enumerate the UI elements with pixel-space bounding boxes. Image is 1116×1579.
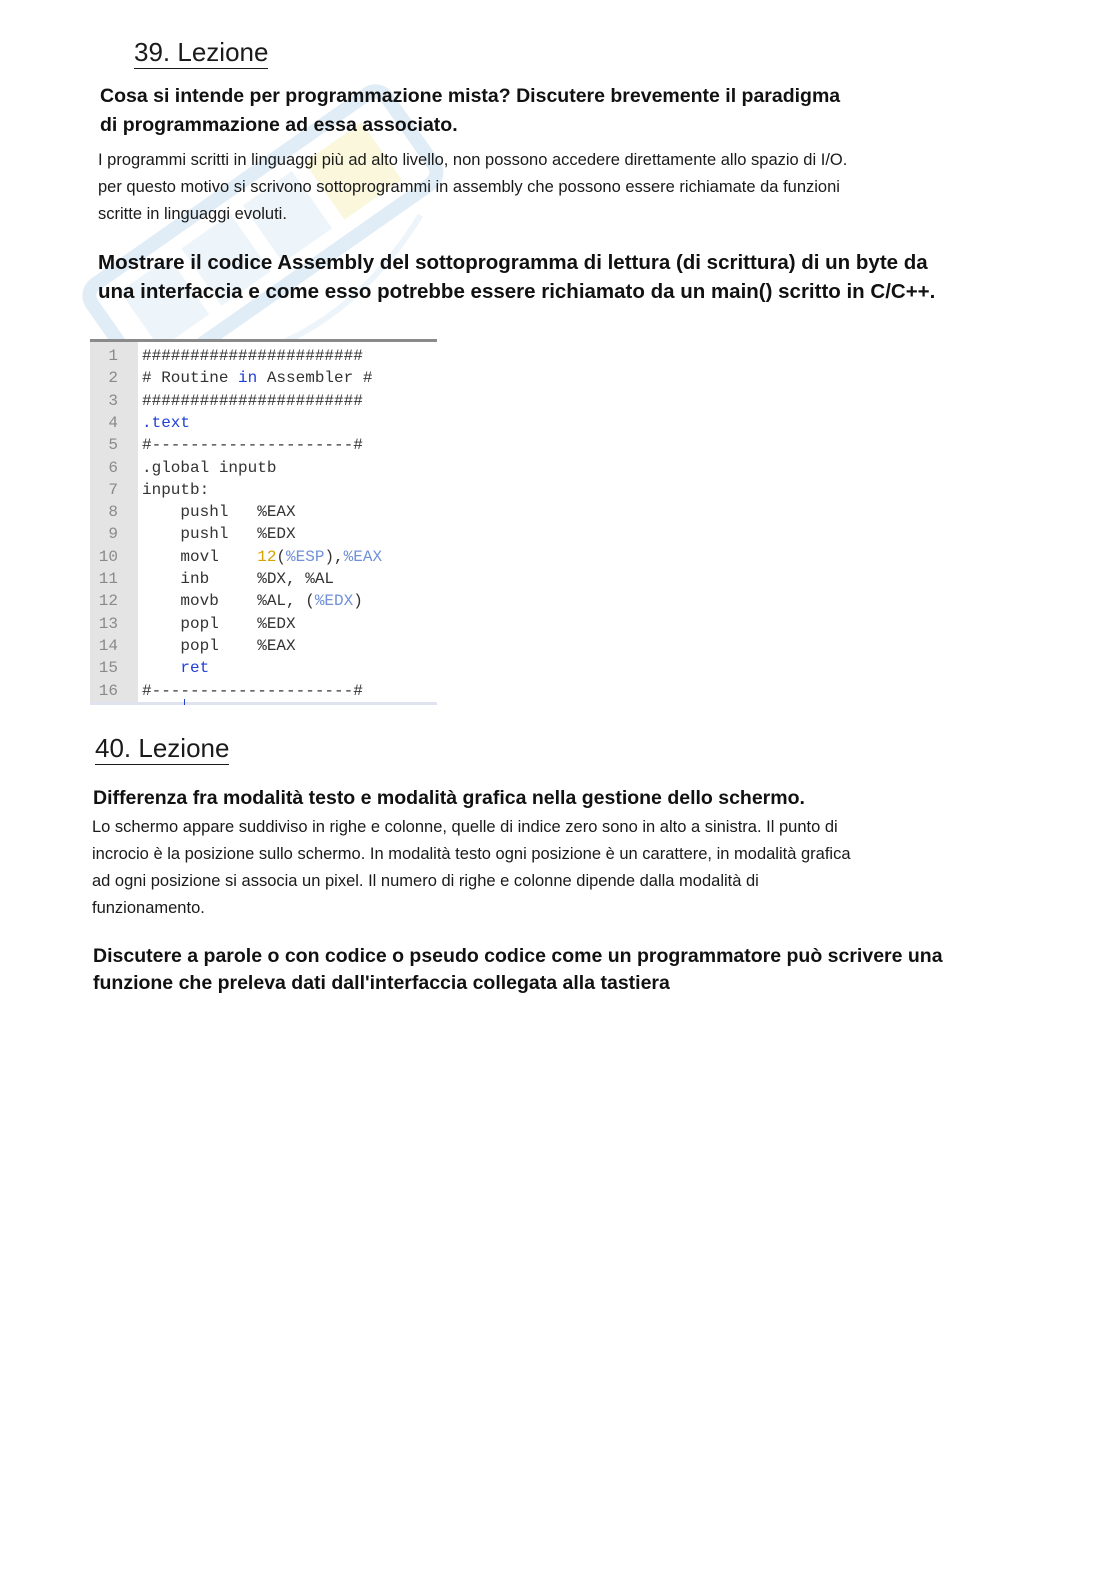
answer-line: I programmi scritti in linguaggi più ad alto livello, non possono accedere direttamente allo spazio di I/O. [98, 151, 848, 169]
code-token: inputb: [142, 480, 210, 499]
answer-line: incrocio è la posizione sullo schermo. In modalità testo ogni posizione è un carattere, in modalità grafica [92, 845, 851, 863]
line-number: 3 [108, 391, 118, 410]
code-line [90, 457, 437, 479]
code-text [142, 657, 209, 679]
code-token: 12 [257, 547, 277, 566]
code-text [142, 523, 296, 545]
section-40-question-2 [93, 943, 943, 997]
section-40-answer-1 [92, 814, 851, 922]
code-line [90, 657, 437, 679]
code-text [142, 345, 363, 367]
code-text [142, 501, 296, 523]
code-line [90, 434, 437, 456]
code-line [90, 635, 437, 657]
code-token: .text [142, 413, 191, 432]
code-token: in [238, 369, 258, 388]
text-cursor-mark [184, 699, 185, 705]
answer-line: per questo motivo si scrivono sottoprogrammi in assembly che possono essere richiamate da funzioni [98, 178, 840, 196]
code-token: %ESP [286, 547, 325, 566]
line-number: 15 [98, 659, 118, 678]
answer-line: scritte in linguaggi evoluti. [98, 205, 287, 223]
code-line [90, 680, 437, 702]
code-text [142, 479, 209, 501]
code-line [90, 367, 437, 389]
line-number: 12 [98, 592, 118, 611]
line-number: 8 [108, 503, 118, 522]
line-number: 6 [108, 458, 118, 477]
code-text [142, 434, 363, 456]
line-number: 9 [108, 525, 118, 544]
answer-line: ad ogni posizione si associa un pixel. Il numero di righe e colonne dipende dalla modalità di [92, 872, 759, 890]
code-token: #---------------------# [142, 681, 363, 700]
code-token: pushl %EDX [142, 525, 296, 544]
code-token: ) [353, 592, 363, 611]
code-text [142, 590, 363, 612]
code-text [142, 412, 190, 434]
code-token: ( [276, 547, 287, 566]
code-line [90, 568, 437, 590]
code-token: popl %EAX [142, 636, 296, 655]
code-line [90, 390, 437, 412]
code-token: Assembler # [257, 369, 373, 388]
code-token: movb %AL, ( [142, 592, 315, 611]
code-token [142, 659, 180, 677]
code-line [90, 523, 437, 545]
line-number: 11 [98, 570, 118, 588]
code-text [142, 568, 334, 590]
line-number: 14 [98, 636, 118, 655]
line-number: 16 [98, 681, 118, 700]
line-number: 4 [108, 413, 118, 432]
code-line [90, 590, 437, 612]
code-text [142, 367, 372, 389]
question-line: Discutere a parole o con codice o pseudo codice come un programmatore può scrivere una [93, 945, 943, 967]
line-number: 10 [98, 547, 118, 566]
code-token: # Routine [142, 369, 239, 388]
code-text [142, 546, 382, 568]
question-line: Cosa si intende per programmazione mista? Discutere brevemente il paradigma [100, 85, 841, 107]
code-text [142, 680, 363, 702]
answer-line: funzionamento. [92, 899, 205, 917]
assembly-code-listing [90, 339, 437, 705]
section-39-title: 39. Lezione [134, 37, 269, 67]
code-token: ret [180, 659, 210, 678]
section-40-title: 40. Lezione [95, 733, 230, 763]
question-line: funzione che preleva dati dall'interfaccia collegata alla tastiera [93, 972, 670, 994]
line-number: 7 [108, 480, 118, 499]
code-token: movl [142, 547, 258, 566]
line-number: 2 [108, 369, 118, 388]
code-text [142, 457, 276, 479]
line-number: 1 [108, 347, 118, 365]
question-line: una interfaccia e come esso potrebbe essere richiamato da un main() scritto in C/C++. [98, 280, 936, 303]
code-token: #---------------------# [142, 436, 363, 455]
code-line [90, 479, 437, 501]
code-text [142, 390, 363, 412]
code-token: ####################### [142, 347, 363, 365]
line-number: 5 [108, 436, 118, 455]
section-39-question-1 [100, 82, 840, 140]
code-token: inb %DX, %AL [142, 570, 335, 588]
code-line [90, 412, 437, 434]
code-token: popl %EDX [142, 614, 296, 633]
question-line: di programmazione ad essa associato. [100, 114, 458, 136]
section-40-question-1: Differenza fra modalità testo e modalità grafica nella gestione dello schermo. [93, 787, 805, 809]
code-token: ), [324, 547, 344, 566]
code-token: %EDX [314, 592, 354, 611]
code-token: %EAX [343, 547, 383, 566]
answer-line: Lo schermo appare suddiviso in righe e colonne, quelle di indice zero sono in alto a sinistra. Il punto di [92, 818, 838, 836]
code-text [142, 613, 296, 635]
code-token: pushl %EAX [142, 503, 296, 522]
code-line [90, 613, 437, 635]
line-number: 13 [98, 614, 118, 633]
section-39-answer-1 [98, 147, 847, 228]
question-line: Mostrare il codice Assembly del sottoprogramma di lettura (di scrittura) di un byte da [98, 251, 928, 274]
section-39-question-2 [98, 248, 935, 306]
code-token: .global inputb [142, 458, 277, 477]
code-line [90, 501, 437, 523]
code-line [90, 345, 437, 367]
code-token: ####################### [142, 391, 363, 410]
code-text [142, 635, 296, 657]
code-line [90, 546, 437, 568]
